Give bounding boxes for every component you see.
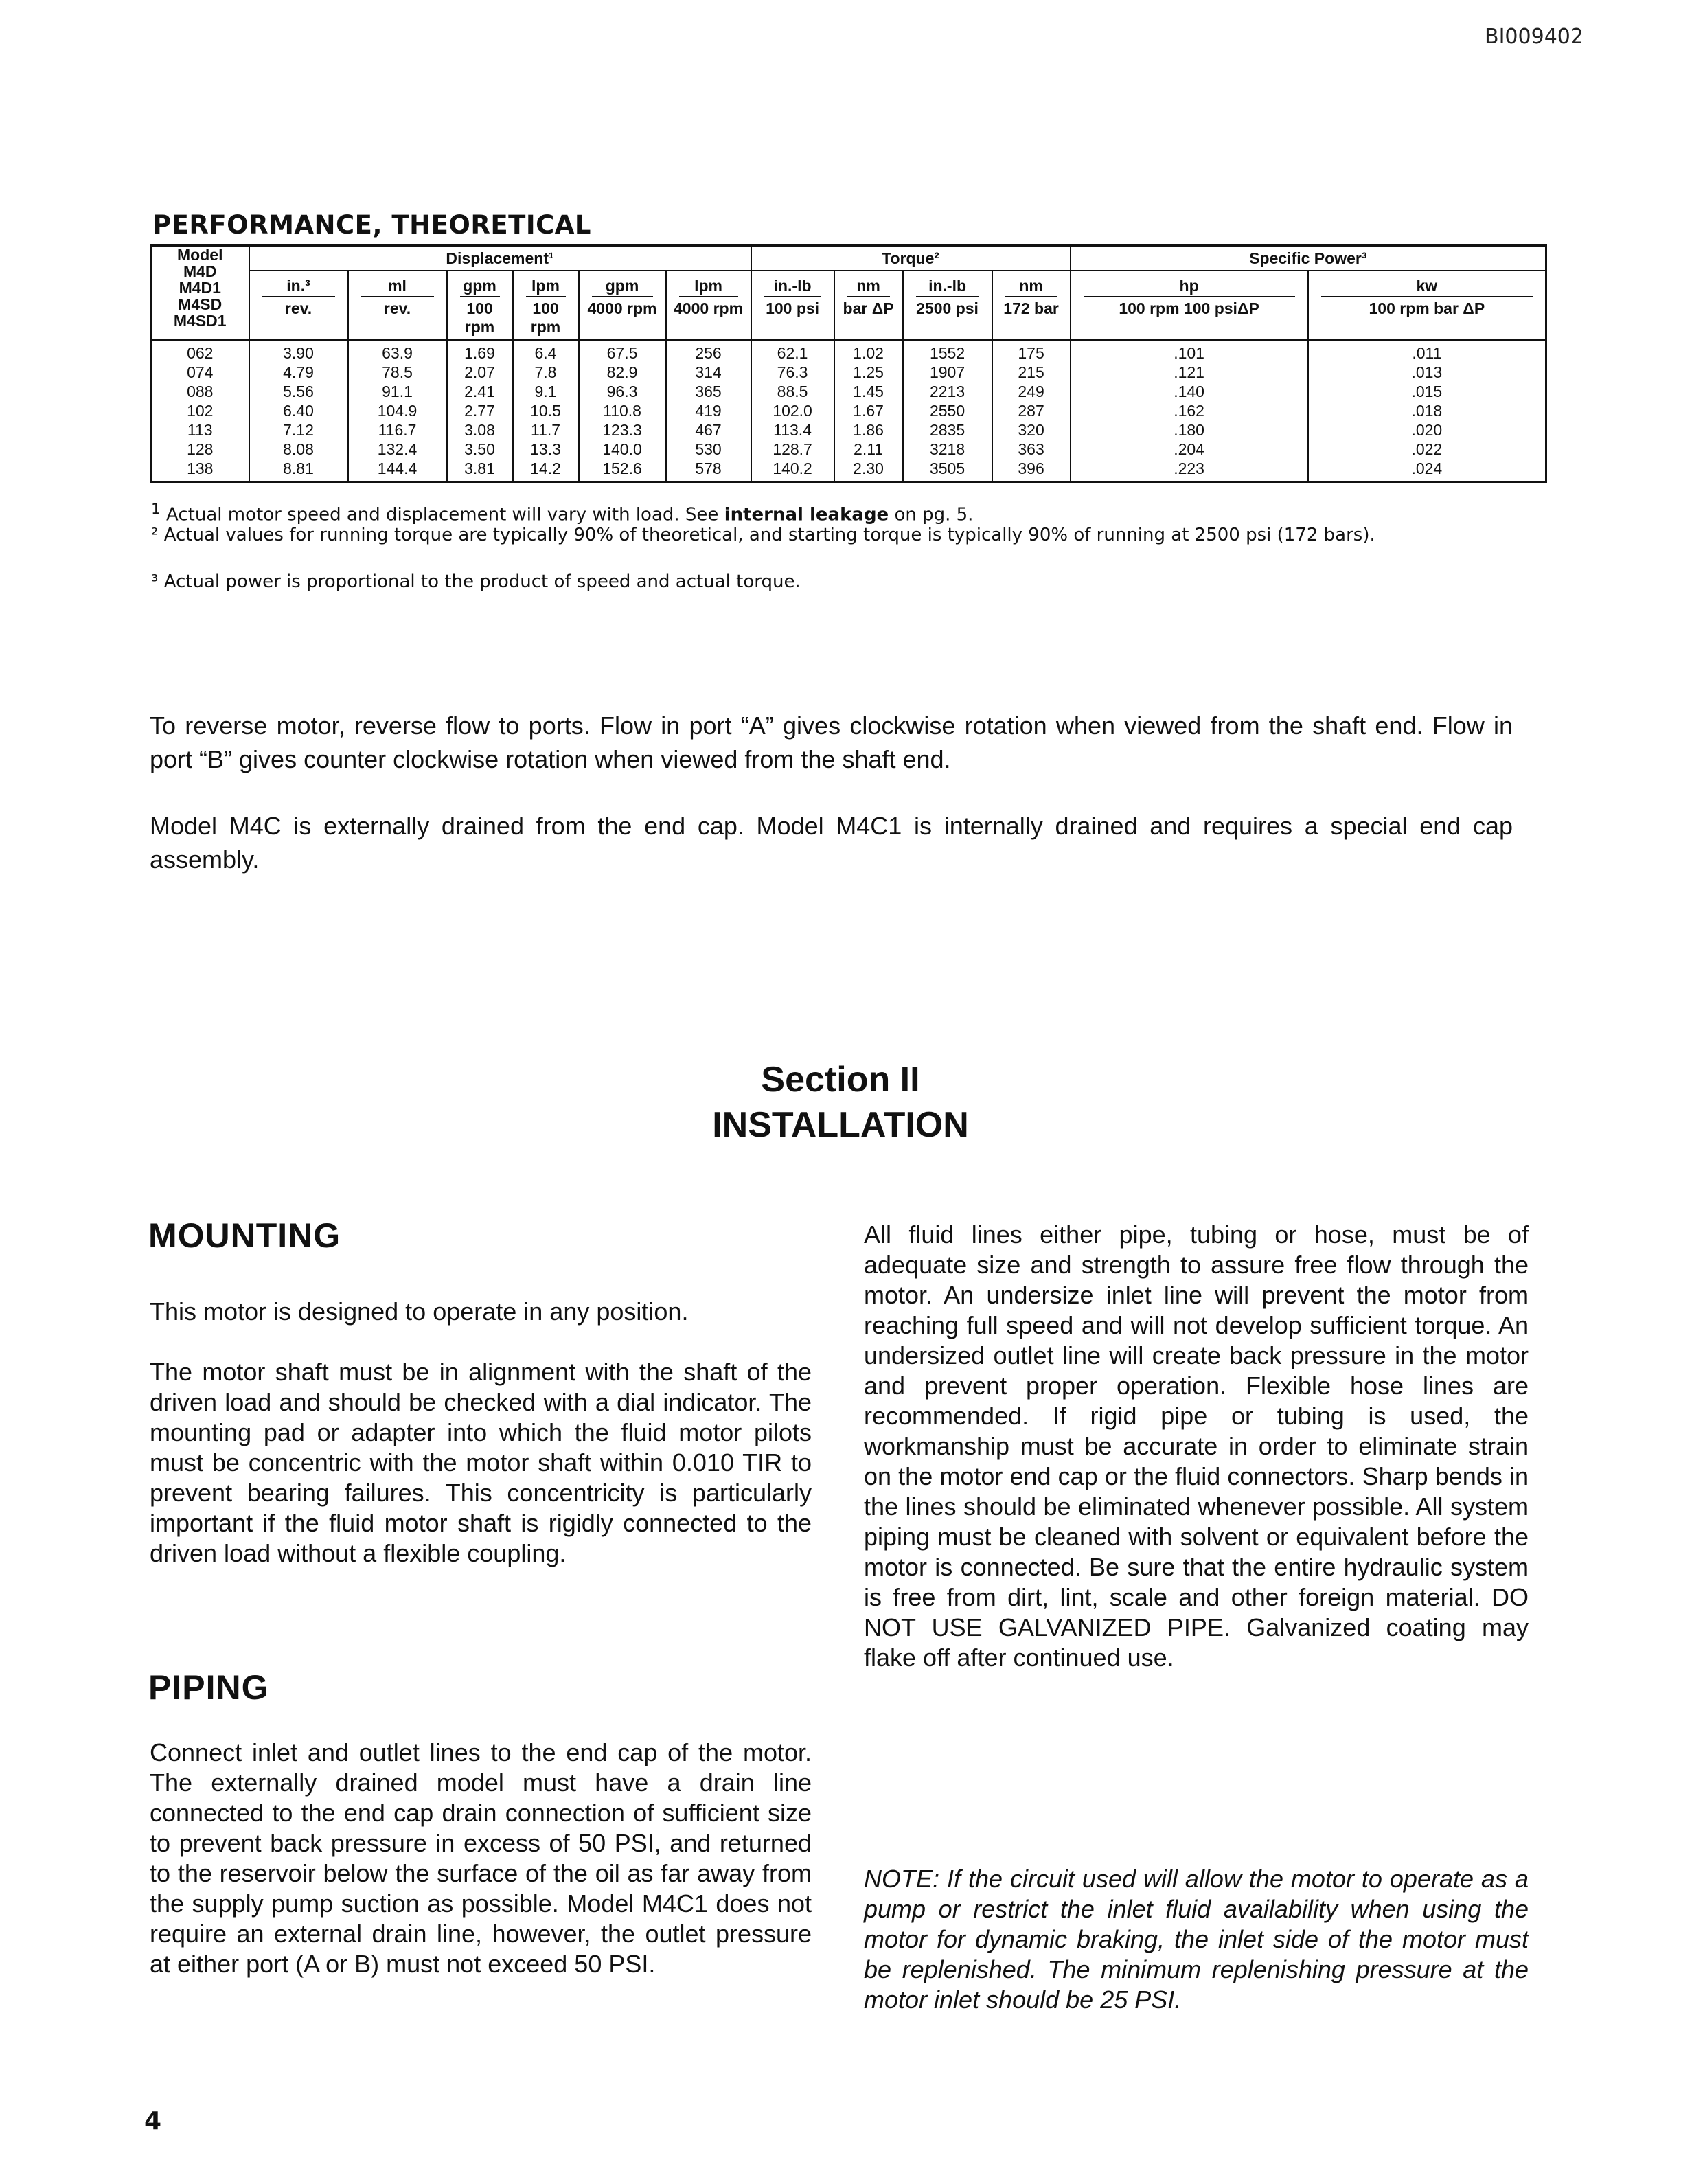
- unit-numerator: gpm: [592, 277, 653, 297]
- value-cell: 132.4: [348, 440, 447, 459]
- value-cell: 3.81: [447, 459, 513, 482]
- footnote-3: ³ Actual power is proportional to the product of speed and actual torque.: [151, 571, 801, 592]
- value-cell: 1907: [903, 363, 992, 382]
- value-cell: 1.69: [447, 340, 513, 363]
- model-cell: 138: [151, 459, 249, 482]
- value-cell: .020: [1308, 420, 1546, 440]
- value-cell: .022: [1308, 440, 1546, 459]
- value-cell: 1.02: [834, 340, 903, 363]
- value-cell: 2213: [903, 382, 992, 401]
- unit-header: [249, 271, 348, 340]
- intro-paragraph-drain: Model M4C is externally drained from the end cap. Model M4C1 is internally drained and requires a special end cap assembly.: [150, 812, 1513, 874]
- fluid-lines-paragraph: All fluid lines either pipe, tubing or hose, must be of adequate size and strength to assure free flow through the motor. An undersize inlet line will prevent the motor from reaching full speed and will not develop sufficient torque. An undersized outlet line will create back pressure in the motor and prevent proper operation. Flexible hose lines are recommended. If rigid pipe or tubing is used, the workmanship must be accurate in order to eliminate strain on the motor end cap or the fluid connectors. Sharp bends in the lines should be eliminated whenever possible. All system piping must be cleaned with solvent or equivalent before the motor is connected. Be sure that the entire hydraulic system is free from dirt, lint, scale and other foreign material. DO NOT USE GALVANIZED PIPE. Galvanized coating may flake off after continued use.: [864, 1220, 1529, 1672]
- value-cell: 152.6: [579, 459, 666, 482]
- value-cell: .180: [1071, 420, 1308, 440]
- value-cell: 78.5: [348, 363, 447, 382]
- value-cell: 82.9: [579, 363, 666, 382]
- unit-denominator: 172 bar: [1003, 299, 1059, 317]
- value-cell: 10.5: [513, 401, 579, 420]
- footnote-1: $^1$ Actual motor speed and displacement will vary with load. See internal leakage on pg. 5.: [151, 501, 974, 525]
- unit-numerator: ml: [361, 277, 434, 297]
- model-cell: 102: [151, 401, 249, 420]
- replenishing-note: NOTE: If the circuit used will allow the motor to operate as a pump or restrict the inlet fluid availability when using the motor for dynamic braking, the inlet side of the motor must be replenished. The minimum replenishing pressure at the motor inlet should be 25 PSI.: [864, 1865, 1529, 2014]
- unit-header: [348, 271, 447, 340]
- unit-header: [447, 271, 513, 340]
- unit-numerator: in.³: [262, 277, 335, 297]
- value-cell: 419: [666, 401, 751, 420]
- value-cell: 6.4: [513, 340, 579, 363]
- value-cell: 320: [992, 420, 1071, 440]
- mounting-paragraph-2: The motor shaft must be in alignment with the shaft of the driven load and should be checked with a dial indicator. The mounting pad or adapter into which the fluid motor pilots must be concentric with the motor shaft within 0.010 TIR to prevent bearing failures. This concentricity is particularly important if the fluid motor shaft is rigidly connected to the driven load without a flexible coupling.: [150, 1358, 812, 1567]
- unit-header: [666, 271, 751, 340]
- unit-denominator: 100 rpm: [464, 299, 495, 336]
- intro-paragraph-rotation: To reverse motor, reverse flow to ports. Flow in port “A” gives clockwise rotation when viewed from the shaft end. Flow in port “B” gives counter clockwise rotation when viewed from the shaft end.: [150, 712, 1513, 773]
- unit-header: [513, 271, 579, 340]
- unit-header: [1308, 271, 1546, 340]
- value-cell: 578: [666, 459, 751, 482]
- value-cell: 3.08: [447, 420, 513, 440]
- value-cell: 91.1: [348, 382, 447, 401]
- value-cell: 2.07: [447, 363, 513, 382]
- value-cell: .162: [1071, 401, 1308, 420]
- value-cell: 1552: [903, 340, 992, 363]
- units-header-row: [151, 271, 1546, 340]
- table-row: [151, 363, 1546, 382]
- value-cell: 116.7: [348, 420, 447, 440]
- mounting-paragraph-1: This motor is designed to operate in any position.: [150, 1297, 689, 1326]
- value-cell: 8.81: [249, 459, 348, 482]
- value-cell: .101: [1071, 340, 1308, 363]
- value-cell: 2.11: [834, 440, 903, 459]
- value-cell: 1.86: [834, 420, 903, 440]
- value-cell: 5.56: [249, 382, 348, 401]
- model-cell: 088: [151, 382, 249, 401]
- value-cell: 144.4: [348, 459, 447, 482]
- unit-header: [1071, 271, 1308, 340]
- value-cell: 2550: [903, 401, 992, 420]
- value-cell: 7.8: [513, 363, 579, 382]
- value-cell: .013: [1308, 363, 1546, 382]
- table-row: [151, 420, 1546, 440]
- value-cell: 123.3: [579, 420, 666, 440]
- table-row: [151, 340, 1546, 363]
- value-cell: 67.5: [579, 340, 666, 363]
- torque-header: Torque²: [751, 246, 1071, 271]
- value-cell: .011: [1308, 340, 1546, 363]
- value-cell: 363: [992, 440, 1071, 459]
- value-cell: .018: [1308, 401, 1546, 420]
- value-cell: 287: [992, 401, 1071, 420]
- value-cell: 140.2: [751, 459, 834, 482]
- displacement-header: Displacement¹: [249, 246, 751, 271]
- unit-numerator: nm: [1005, 277, 1057, 297]
- unit-header: [834, 271, 903, 340]
- value-cell: 3505: [903, 459, 992, 482]
- unit-denominator: 100 rpm 100 psiΔP: [1119, 299, 1259, 317]
- table-row: [151, 382, 1546, 401]
- unit-denominator: 4000 rpm: [587, 299, 657, 317]
- value-cell: 76.3: [751, 363, 834, 382]
- unit-header: [903, 271, 992, 340]
- value-cell: 11.7: [513, 420, 579, 440]
- document-id: BI009402: [1485, 25, 1583, 49]
- value-cell: 7.12: [249, 420, 348, 440]
- unit-numerator: nm: [847, 277, 890, 297]
- value-cell: 8.08: [249, 440, 348, 459]
- value-cell: 110.8: [579, 401, 666, 420]
- value-cell: 1.45: [834, 382, 903, 401]
- value-cell: 396: [992, 459, 1071, 482]
- unit-denominator: 100 rpm: [530, 299, 561, 336]
- performance-table-title: PERFORMANCE, THEORETICAL: [152, 210, 591, 240]
- value-cell: 1.25: [834, 363, 903, 382]
- value-cell: 365: [666, 382, 751, 401]
- value-cell: 88.5: [751, 382, 834, 401]
- performance-table-body: [151, 340, 1546, 482]
- mounting-heading: MOUNTING: [148, 1216, 341, 1255]
- value-cell: 3218: [903, 440, 992, 459]
- model-cell: 128: [151, 440, 249, 459]
- value-cell: 113.4: [751, 420, 834, 440]
- piping-heading: PIPING: [148, 1668, 269, 1707]
- unit-numerator: lpm: [526, 277, 566, 297]
- value-cell: 14.2: [513, 459, 579, 482]
- value-cell: 96.3: [579, 382, 666, 401]
- value-cell: 63.9: [348, 340, 447, 363]
- unit-denominator: 2500 psi: [916, 299, 979, 317]
- value-cell: 3.90: [249, 340, 348, 363]
- section-number: Section II: [761, 1060, 920, 1100]
- value-cell: 104.9: [348, 401, 447, 420]
- unit-denominator: bar ΔP: [843, 299, 894, 317]
- unit-numerator: kw: [1321, 277, 1533, 297]
- value-cell: 2835: [903, 420, 992, 440]
- value-cell: .204: [1071, 440, 1308, 459]
- unit-denominator: rev.: [284, 299, 312, 317]
- value-cell: 6.40: [249, 401, 348, 420]
- value-cell: 467: [666, 420, 751, 440]
- unit-denominator: 100 psi: [766, 299, 820, 317]
- value-cell: 175: [992, 340, 1071, 363]
- unit-numerator: hp: [1084, 277, 1295, 297]
- value-cell: 314: [666, 363, 751, 382]
- value-cell: 9.1: [513, 382, 579, 401]
- unit-numerator: in.-lb: [916, 277, 979, 297]
- table-row: [151, 440, 1546, 459]
- unit-header: [579, 271, 666, 340]
- table-row: [151, 459, 1546, 482]
- value-cell: 2.41: [447, 382, 513, 401]
- unit-header: [992, 271, 1071, 340]
- model-cell: 062: [151, 340, 249, 363]
- value-cell: .024: [1308, 459, 1546, 482]
- performance-table: [150, 244, 1547, 483]
- value-cell: 102.0: [751, 401, 834, 420]
- page-number: 4: [144, 2107, 162, 2135]
- value-cell: 256: [666, 340, 751, 363]
- unit-numerator: gpm: [460, 277, 500, 297]
- footnote-2: ² Actual values for running torque are typically 90% of theoretical, and starting torque is typically 90% of running at 2500 psi (172 bars).: [151, 525, 1375, 545]
- value-cell: 530: [666, 440, 751, 459]
- unit-denominator: rev.: [383, 299, 411, 317]
- specific-power-header: Specific Power³: [1071, 246, 1546, 271]
- unit-numerator: lpm: [679, 277, 738, 297]
- value-cell: .223: [1071, 459, 1308, 482]
- section-title: INSTALLATION: [712, 1105, 969, 1145]
- value-cell: 3.50: [447, 440, 513, 459]
- unit-numerator: in.-lb: [764, 277, 821, 297]
- model-header: Model M4D M4D1 M4SD M4SD1: [151, 246, 249, 341]
- value-cell: .015: [1308, 382, 1546, 401]
- table-row: [151, 401, 1546, 420]
- value-cell: .140: [1071, 382, 1308, 401]
- value-cell: 13.3: [513, 440, 579, 459]
- model-cell: 074: [151, 363, 249, 382]
- value-cell: 1.67: [834, 401, 903, 420]
- value-cell: 2.30: [834, 459, 903, 482]
- value-cell: 140.0: [579, 440, 666, 459]
- value-cell: .121: [1071, 363, 1308, 382]
- piping-paragraph: Connect inlet and outlet lines to the end cap of the motor. The externally drained model must have a drain line connected to the end cap drain connection of sufficient size to prevent back pressure in excess of 50 PSI, and returned to the reservoir below the surface of the oil as far away from the supply pump suction as possible. Model M4C1 does not require an external drain line, however, the outlet pressure at either port (A or B) must not exceed 50 PSI.: [150, 1738, 812, 1978]
- model-cell: 113: [151, 420, 249, 440]
- value-cell: 215: [992, 363, 1071, 382]
- value-cell: 4.79: [249, 363, 348, 382]
- value-cell: 2.77: [447, 401, 513, 420]
- unit-header: [751, 271, 834, 340]
- unit-denominator: 100 rpm bar ΔP: [1369, 299, 1485, 317]
- value-cell: 62.1: [751, 340, 834, 363]
- value-cell: 128.7: [751, 440, 834, 459]
- value-cell: 249: [992, 382, 1071, 401]
- unit-denominator: 4000 rpm: [674, 299, 744, 317]
